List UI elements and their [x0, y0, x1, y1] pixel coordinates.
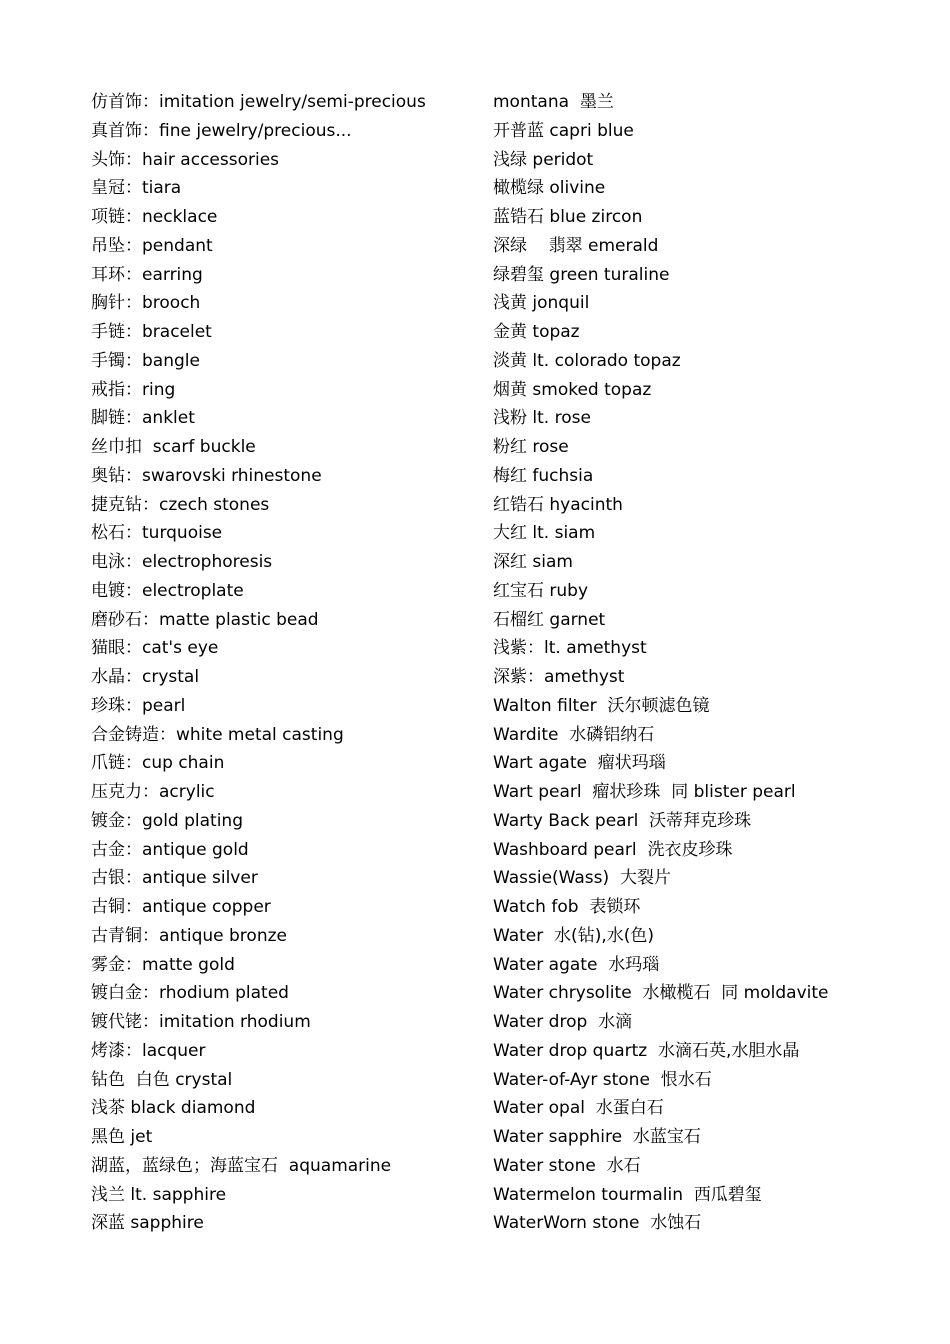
right-glossary-entry: 红锆石 hyacinth [493, 494, 623, 515]
left-glossary-entry: 古铜：antique copper [91, 897, 271, 917]
right-glossary-entry: 开普蓝 capri blue [493, 120, 634, 141]
left-glossary-entry: 胸针：brooch [91, 293, 201, 314]
right-glossary-entry: 深绿 翡翠 emerald [493, 235, 659, 256]
left-glossary-entry: 头饰：hair accessories [91, 149, 280, 170]
left-glossary-entry: 珍珠：pearl [91, 695, 186, 716]
left-glossary-entry: 手镯：bangle [91, 350, 200, 371]
right-glossary-entry: Water agate 水玛瑙 [493, 954, 660, 975]
left-glossary-entry: 黑色 jet [91, 1127, 153, 1147]
left-glossary-entry: 磨砂石：matte plastic bead [91, 609, 319, 630]
left-glossary-entry: 深蓝 sapphire [91, 1213, 204, 1234]
right-glossary-entry: Watch fob 表锁环 [493, 897, 641, 917]
left-glossary-entry: 仿首饰：imitation jewelry/semi-precious [91, 92, 426, 112]
right-glossary-entry: montana 墨兰 [493, 92, 614, 112]
right-glossary-entry: Water 水(钻),水(色) [493, 925, 654, 946]
right-glossary-entry: 梅红 fuchsia [493, 465, 594, 486]
right-glossary-entry: Wassie(Wass) 大裂片 [493, 868, 671, 889]
left-glossary-entry: 脚链：anklet [91, 408, 195, 429]
left-glossary-entry: 湖蓝，蓝绿色；海蓝宝石 aquamarine [91, 1155, 392, 1176]
right-glossary-entry: 浅绿 peridot [493, 149, 594, 170]
right-glossary-entry: 浅紫：lt. amethyst [493, 638, 647, 659]
right-glossary-entry: Water-of-Ayr stone 恨水石 [493, 1069, 712, 1090]
right-glossary-entry: Water chrysolite 水橄榄石 同 moldavite [493, 983, 829, 1004]
left-glossary-entry: 水晶：crystal [91, 667, 200, 687]
left-glossary-entry: 手链：bracelet [91, 322, 212, 342]
right-glossary-entry: 金黄 topaz [493, 322, 580, 342]
right-glossary-entry: 深红 siam [493, 552, 573, 572]
right-glossary-entry: 深紫：amethyst [493, 667, 625, 687]
right-glossary-entry: 红宝石 ruby [493, 580, 589, 601]
right-glossary-entry: 大红 lt. siam [493, 523, 596, 544]
left-glossary-entry: 电镀：electroplate [91, 580, 244, 601]
left-glossary-entry: 古青铜：antique bronze [91, 925, 287, 946]
left-glossary-entry: 古银：antique silver [91, 868, 258, 889]
left-glossary-entry: 镀白金：rhodium plated [91, 983, 289, 1004]
left-glossary-entry: 猫眼：cat's eye [91, 638, 219, 659]
right-glossary-entry: Water drop 水滴 [493, 1012, 633, 1032]
left-glossary-entry: 古金：antique gold [91, 839, 249, 860]
right-glossary-entry: 石榴红 garnet [493, 609, 606, 630]
left-glossary-entry: 奥钻：swarovski rhinestone [91, 465, 322, 486]
right-glossary-entry: 烟黄 smoked topaz [493, 379, 652, 400]
right-glossary-entry: Wart pearl 瘤状珍珠 同 blister pearl [493, 782, 796, 802]
left-glossary-entry: 钻色 白色 crystal [91, 1069, 233, 1090]
left-glossary-entry: 爪链：cup chain [91, 753, 225, 774]
right-glossary-entry: Walton filter 沃尔顿滤色镜 [493, 695, 710, 716]
right-glossary-entry: Water drop quartz 水滴石英,水胆水晶 [493, 1040, 800, 1061]
left-glossary-entry: 镀金：gold plating [91, 810, 243, 831]
left-glossary-entry: 项链：necklace [91, 207, 218, 227]
left-glossary-entry: 压克力：acrylic [91, 782, 215, 802]
left-glossary-entry: 烤漆：lacquer [91, 1040, 206, 1061]
right-glossary-entry: Water opal 水蛋白石 [493, 1098, 664, 1119]
left-glossary-entry: 合金铸造：white metal casting [91, 724, 344, 745]
left-glossary-column [91, 88, 481, 1238]
right-glossary-entry: Washboard pearl 洗衣皮珍珠 [493, 839, 733, 860]
right-glossary-entry: 蓝锆石 blue zircon [493, 207, 643, 227]
left-glossary-entry: 皇冠：tiara [91, 178, 182, 199]
left-glossary-entry: 电泳：electrophoresis [91, 552, 273, 572]
left-glossary-entry: 松石：turquoise [91, 523, 223, 544]
right-glossary-entry: 橄榄绿 olivine [493, 178, 606, 199]
right-glossary-entry: 绿碧玺 green turaline [493, 264, 670, 285]
left-glossary-entry: 浅兰 lt. sapphire [91, 1184, 227, 1205]
right-glossary-entry: Water sapphire 水蓝宝石 [493, 1127, 701, 1147]
left-glossary-entry: 浅茶 black diamond [91, 1098, 256, 1119]
left-glossary-entry: 镀代铑：imitation rhodium [91, 1012, 311, 1032]
left-glossary-entry: 吊坠：pendant [91, 235, 213, 256]
left-glossary-entry: 耳环：earring [91, 264, 203, 285]
right-glossary-entry: 淡黄 lt. colorado topaz [493, 350, 681, 371]
right-glossary-column [493, 88, 933, 1238]
left-glossary-entry: 丝巾扣 scarf buckle [91, 437, 256, 457]
right-glossary-entry: Wart agate 瘤状玛瑙 [493, 753, 666, 774]
right-glossary-entry: Watermelon tourmalin 西瓜碧玺 [493, 1184, 762, 1205]
right-glossary-entry: WaterWorn stone 水蚀石 [493, 1213, 702, 1234]
right-glossary-entry: 浅黄 jonquil [493, 293, 590, 314]
left-glossary-entry: 戒指：ring [91, 379, 176, 400]
left-glossary-entry: 真首饰：fine jewelry/precious... [91, 120, 352, 141]
right-glossary-entry: Wardite 水磷铝纳石 [493, 724, 655, 745]
left-glossary-entry: 雾金：matte gold [91, 954, 235, 975]
right-glossary-entry: Warty Back pearl 沃蒂拜克珍珠 [493, 810, 752, 831]
left-glossary-entry: 捷克钻：czech stones [91, 494, 270, 515]
right-glossary-entry: 粉红 rose [493, 437, 569, 457]
right-glossary-entry: 浅粉 lt. rose [493, 408, 591, 429]
right-glossary-entry: Water stone 水石 [493, 1155, 641, 1176]
